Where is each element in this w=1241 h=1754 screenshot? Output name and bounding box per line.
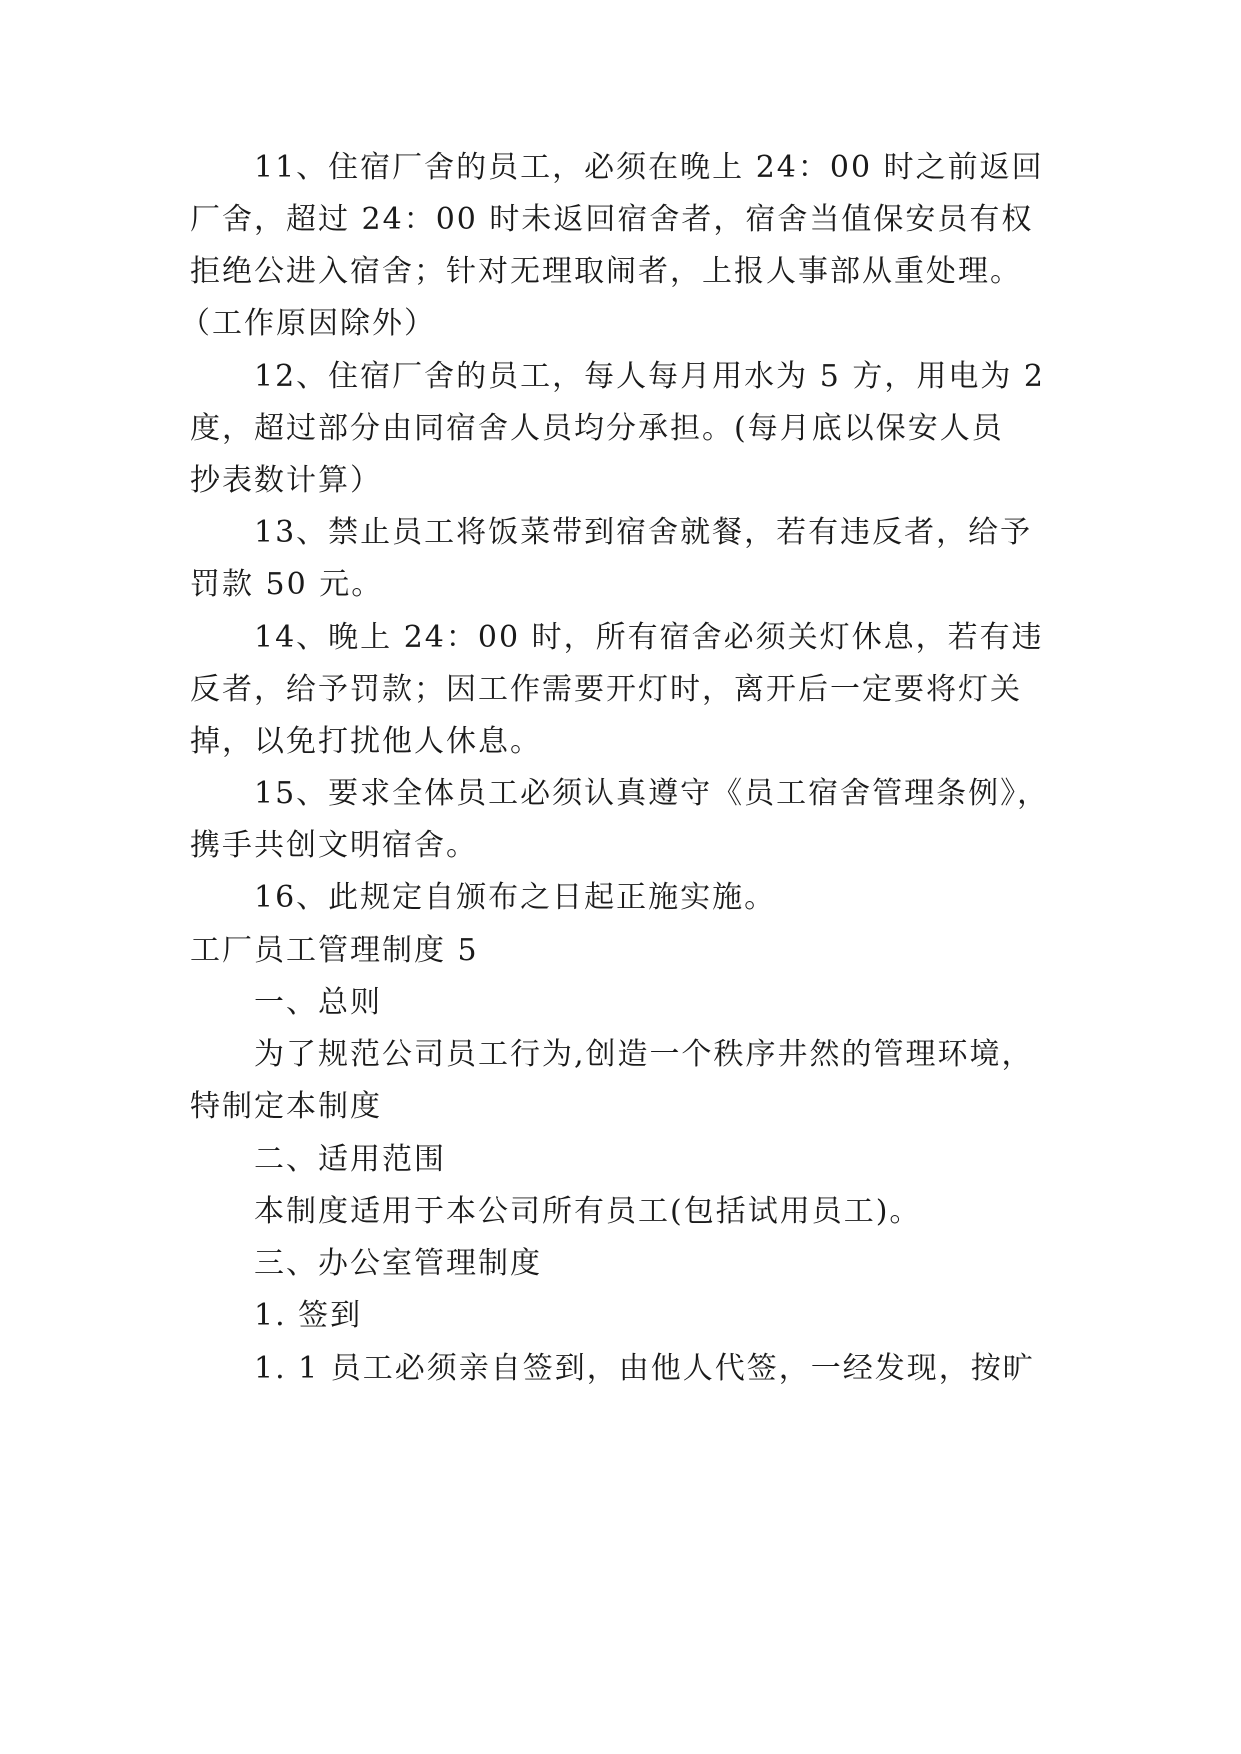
paragraph-line: 特制定本制度	[190, 1089, 382, 1124]
paragraph-line: 度，超过部分由同宿舍人员均分承担。(每月底以保安人员	[190, 411, 1004, 446]
paragraph-line: 为了规范公司员工行为,创造一个秩序井然的管理环境，	[254, 1037, 1034, 1072]
section-heading: 三、办公室管理制度	[254, 1246, 542, 1281]
subsection-heading: 1. 签到	[254, 1298, 363, 1333]
paragraph-line: 11、住宿厂舍的员工，必须在晚上 24：00 时之前返回	[254, 150, 1044, 185]
paragraph-line: 13、禁止员工将饭菜带到宿舍就餐，若有违反者，给予	[254, 515, 1033, 550]
paragraph-line: 反者，给予罚款；因工作需要开灯时，离开后一定要将灯关	[190, 672, 1022, 707]
paragraph-line: 12、住宿厂舍的员工，每人每月用水为 5 方，用电为 2	[254, 359, 1045, 394]
paragraph-line: 拒绝公进入宿舍；针对无理取闹者，上报人事部从重处理。	[190, 254, 1022, 289]
paragraph-line: （工作原因除外）	[180, 306, 436, 341]
section-heading: 一、总则	[254, 985, 382, 1020]
section-heading: 二、适用范围	[254, 1142, 446, 1177]
paragraph-line: 掉，以免打扰他人休息。	[190, 724, 542, 759]
paragraph-line: 16、此规定自颁布之日起正施实施。	[254, 880, 777, 915]
paragraph-line: 抄表数计算）	[190, 463, 382, 498]
paragraph-line: 携手共创文明宿舍。	[190, 828, 478, 863]
paragraph-line: 15、要求全体员工必须认真遵守《员工宿舍管理条例》，	[254, 776, 1050, 811]
paragraph-line: 罚款 50 元。	[190, 567, 384, 602]
paragraph-line: 厂舍，超过 24：00 时未返回宿舍者，宿舍当值保安员有权	[190, 202, 1034, 237]
paragraph-line: 1. 1 员工必须亲自签到，由他人代签，一经发现，按旷	[254, 1351, 1035, 1386]
paragraph-line: 本制度适用于本公司所有员工(包括试用员工)。	[254, 1194, 922, 1229]
section-title: 工厂员工管理制度 5	[190, 933, 479, 968]
paragraph-line: 14、晚上 24：00 时，所有宿舍必须关灯休息，若有违	[254, 620, 1044, 655]
